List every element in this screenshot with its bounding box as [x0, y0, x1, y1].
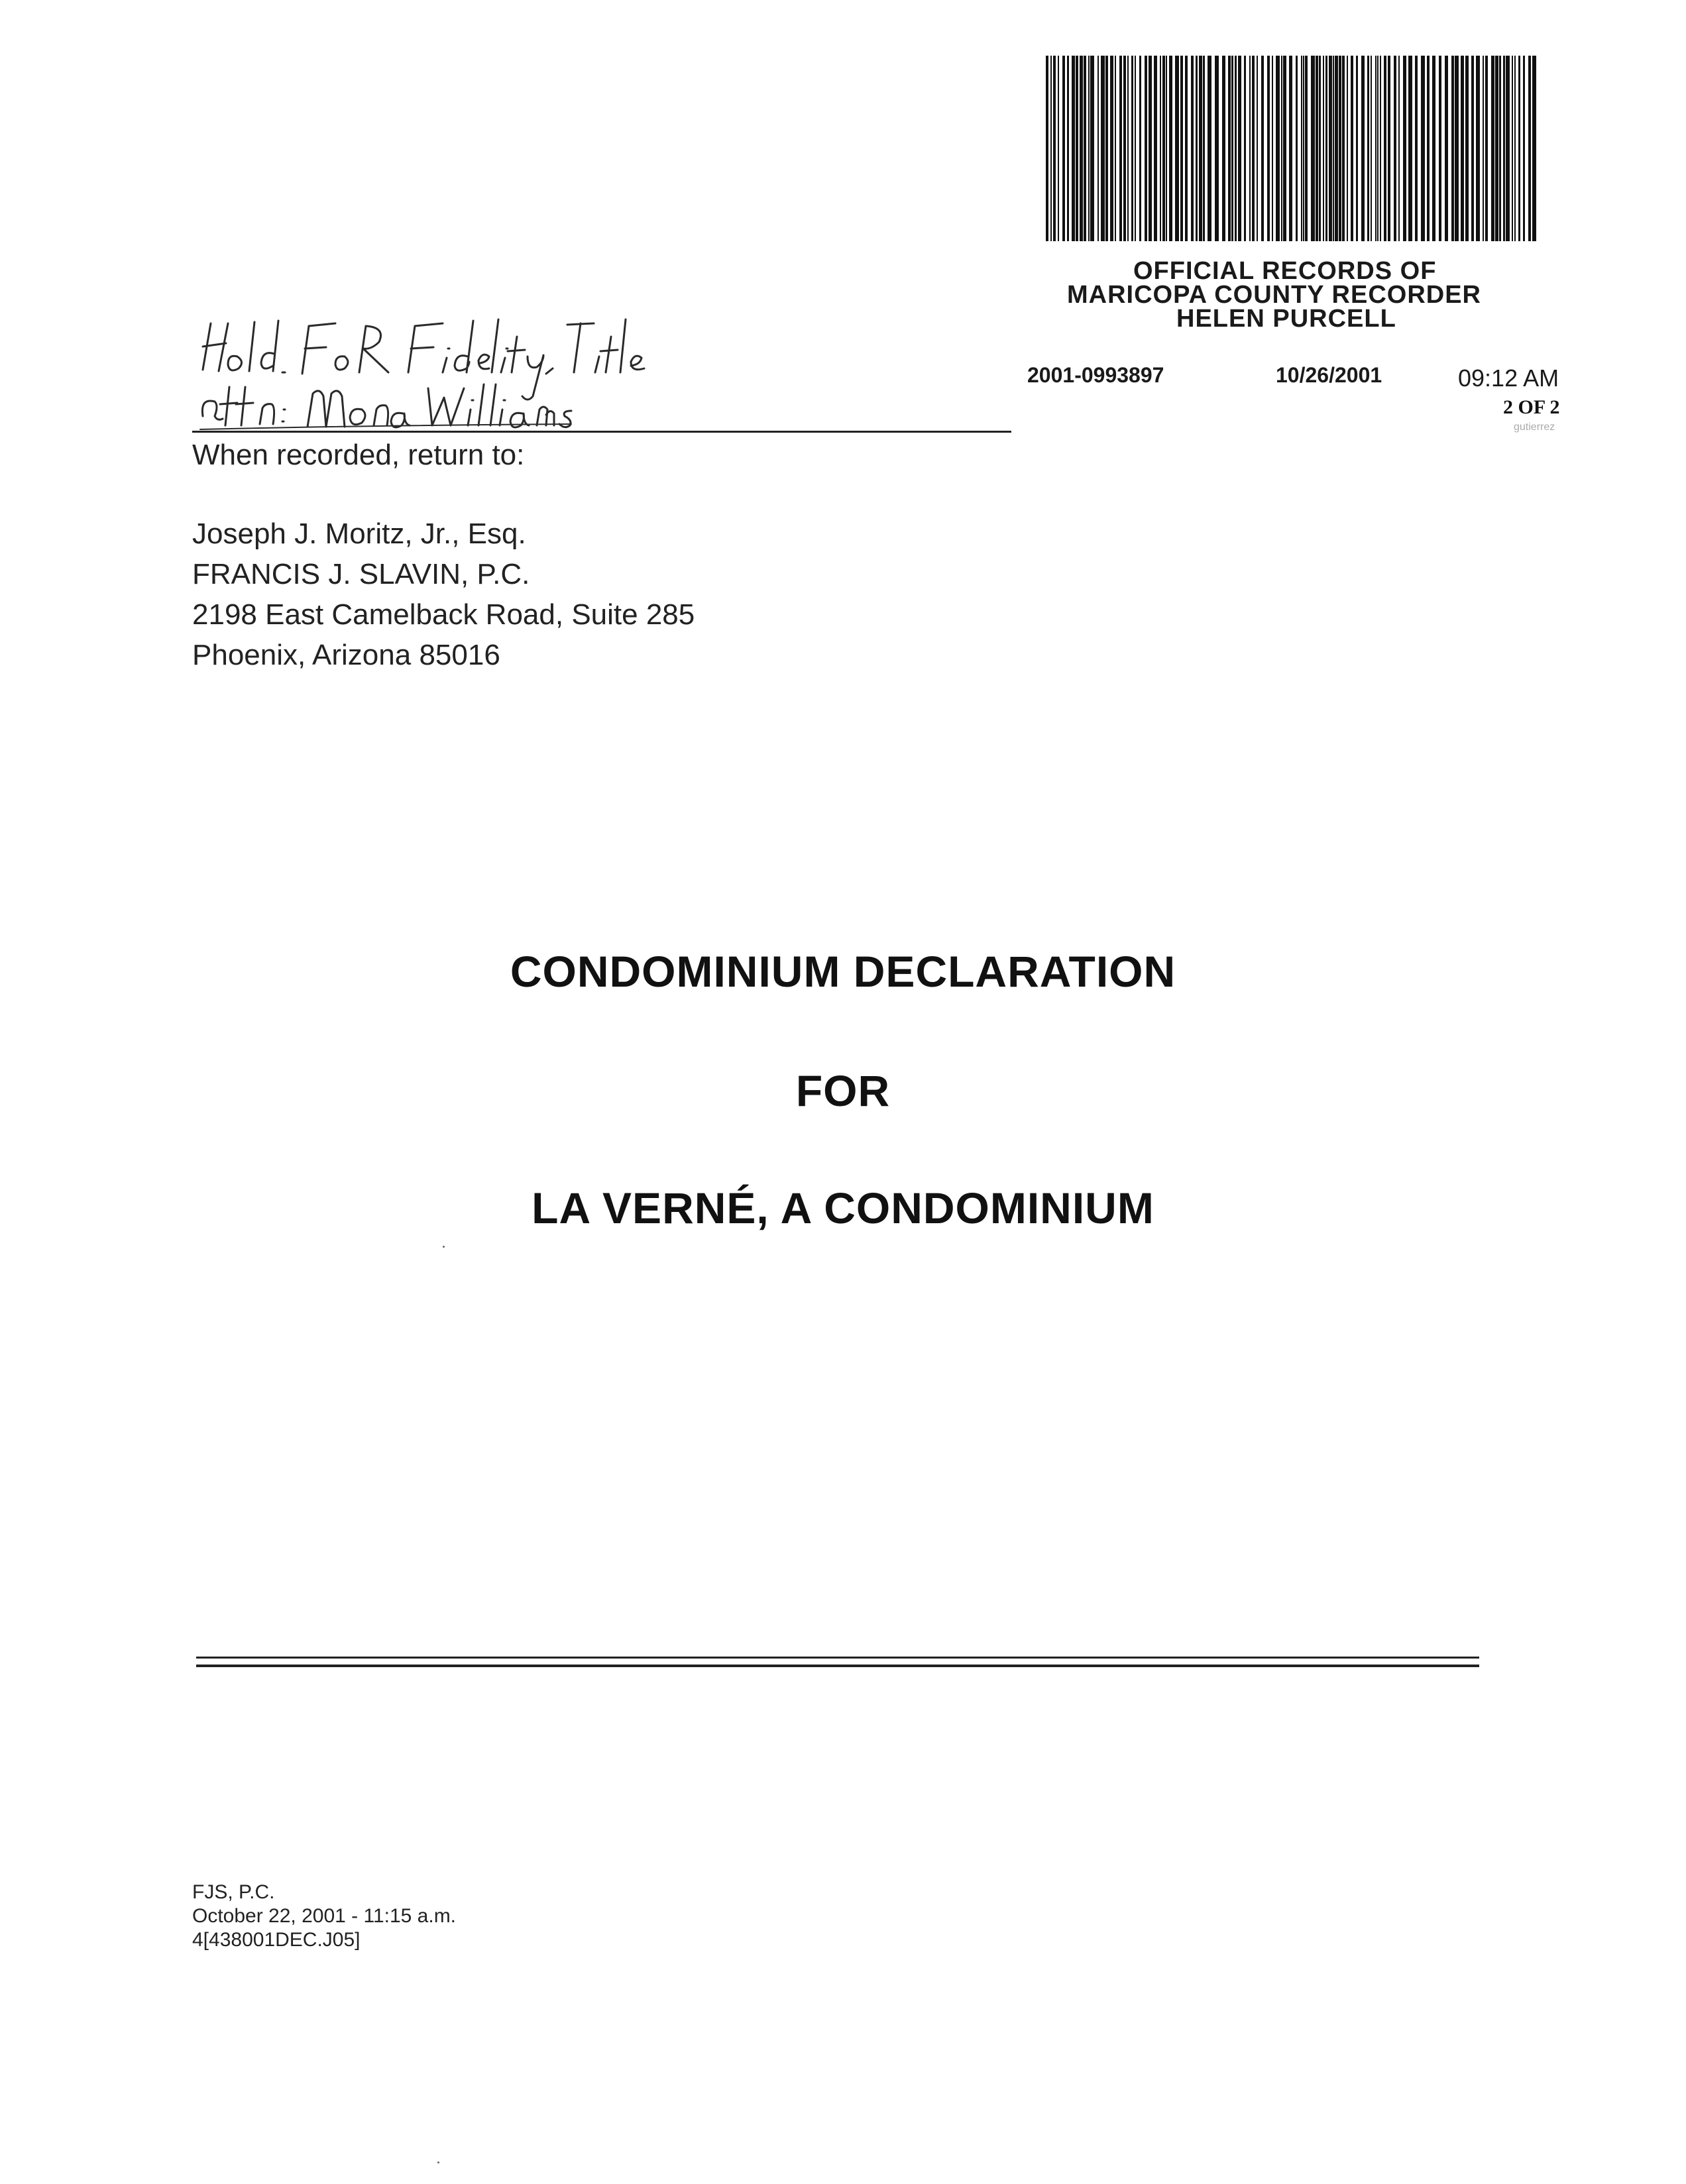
footer-firm: FJS, P.C.	[192, 1881, 275, 1903]
recorder-office-line-1: OFFICIAL RECORDS OF	[1133, 257, 1437, 285]
handwritten-note	[196, 310, 700, 443]
handwritten-signature-graphic	[196, 310, 700, 443]
return-to-label: When recorded, return to:	[192, 439, 525, 471]
document-title-line-2: FOR	[795, 1066, 891, 1115]
return-address-rule	[192, 431, 1011, 433]
footer-datetime: October 22, 2001 - 11:15 a.m.	[192, 1905, 457, 1927]
document-title-line-3: LA VERNÉ, A CONDOMINIUM	[532, 1183, 1154, 1232]
recording-time: 09:12 AM	[1458, 364, 1559, 392]
address-line-1: Joseph J. Moritz, Jr., Esq.	[192, 518, 526, 550]
footer-file-code: 4[438001DEC.J05]	[192, 1929, 361, 1951]
recording-clerk: gutierrez	[1514, 421, 1555, 433]
barcode-graphic	[1046, 56, 1536, 241]
recorder-office-line-3: HELEN PURCELL	[1176, 305, 1396, 333]
return-address	[192, 514, 695, 675]
address-line-4: Phoenix, Arizona 85016	[192, 639, 500, 671]
scan-speck	[437, 2161, 439, 2163]
document-title-line-1: CONDOMINIUM DECLARATION	[510, 947, 1176, 996]
divider-rule-bottom	[196, 1665, 1479, 1667]
address-line-2: FRANCIS J. SLAVIN, P.C.	[192, 558, 530, 590]
address-line-3: 2198 East Camelback Road, Suite 285	[192, 598, 695, 631]
document-footer	[192, 1881, 456, 1952]
recording-date: 10/26/2001	[1276, 363, 1382, 387]
barcode	[1046, 56, 1536, 241]
scan-speck	[443, 1246, 445, 1248]
recorder-office-line-2: MARICOPA COUNTY RECORDER	[1067, 281, 1481, 309]
recording-page-count: 2 OF 2	[1503, 396, 1560, 418]
divider-rule-top	[196, 1657, 1479, 1659]
recording-number: 2001-0993897	[1027, 363, 1164, 387]
